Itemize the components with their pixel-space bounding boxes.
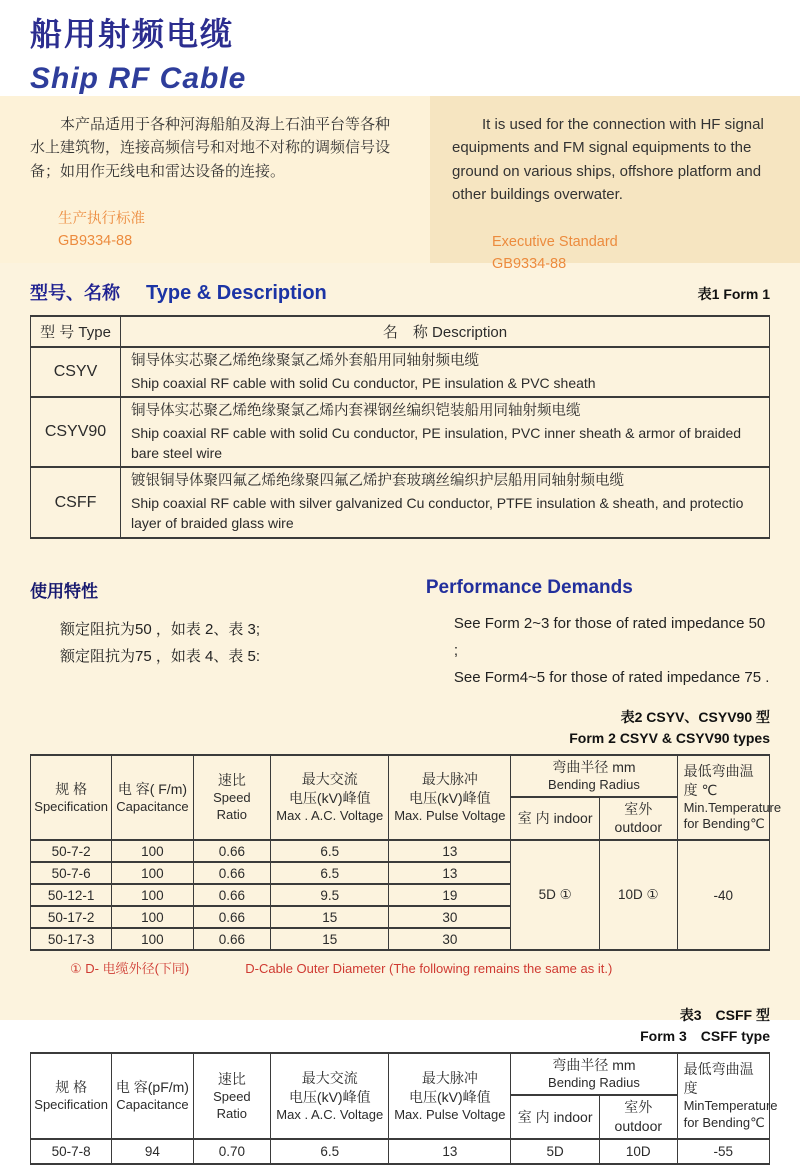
table-row <box>31 1139 770 1164</box>
spec-value: 50-17-2 <box>31 906 112 928</box>
outdoor-radius-value: 10D ① <box>599 840 677 950</box>
header-line: 室 内 indoor <box>517 1108 593 1125</box>
col-header-min-temperature <box>677 755 782 841</box>
header-line: 电压(kV)峰值 <box>409 1088 491 1105</box>
cable-description <box>121 467 770 537</box>
col-header-bending-radius <box>511 1053 677 1095</box>
page-title-english: Ship RF Cable <box>30 62 247 95</box>
header-line: 速比 <box>217 772 246 789</box>
header-line: 电 容(pF/m) <box>115 1079 189 1096</box>
max-ac-value: 9.5 <box>271 884 389 906</box>
impedance-line-en: See Form4~5 for those of rated impedance 75 . <box>453 668 770 686</box>
col-header-specification <box>31 755 112 841</box>
max-pulse-value: 13 <box>389 1139 511 1164</box>
spec-value: 50-7-2 <box>31 840 112 862</box>
page-header <box>0 0 800 96</box>
col-header-type: 型 号 Type <box>31 316 121 347</box>
header-line: 规 格 <box>55 780 88 797</box>
col-header-specification <box>31 1053 112 1139</box>
header-line: 速比 <box>217 1070 246 1087</box>
intro-band <box>0 96 800 273</box>
capacitance-value: 100 <box>112 862 193 884</box>
header-line: 电压(kV)峰值 <box>288 1088 371 1105</box>
header-line: Capacitance <box>116 1097 189 1113</box>
header-line: 最大交流 <box>301 771 358 788</box>
table-row <box>31 347 770 397</box>
table-header-row <box>31 755 770 797</box>
header-line: MinTemperature <box>683 1098 778 1114</box>
form3-caption <box>30 1005 770 1047</box>
header-line: Bending Radius <box>548 776 640 792</box>
header-line: Speed Ratio <box>213 790 251 822</box>
header-line: Max . A.C. Voltage <box>276 1106 384 1122</box>
footnote-en: D-Cable Outer Diameter (The following remains the same as it.) <box>245 961 613 977</box>
max-pulse-value: 13 <box>389 840 511 862</box>
header-line: Specification <box>34 1097 108 1113</box>
header-line: Capacitance <box>116 798 189 814</box>
col-header-max-pulse-voltage <box>389 1053 511 1139</box>
section-heading-cn: 型号、名称 <box>30 283 120 303</box>
header-line: 室外 outdoor <box>614 1099 663 1134</box>
performance-en-column <box>426 577 770 691</box>
table-row <box>31 840 770 862</box>
col-header-outdoor <box>599 1095 677 1139</box>
header-line: Max . A.C. Voltage <box>276 807 384 823</box>
form3-caption-en: Form 3 CSFF type <box>640 1028 770 1045</box>
impedance-line-cn: 额定阻抗为50 ，如表 2、表 3; <box>60 620 261 638</box>
spec-value: 50-7-8 <box>31 1139 112 1164</box>
header-line: 最大脉冲 <box>421 1069 478 1086</box>
min-temperature-value: -40 <box>677 840 769 950</box>
col-header-bending-radius <box>511 755 677 797</box>
footnote <box>70 958 770 977</box>
header-line: 规 格 <box>55 1079 88 1096</box>
col-header-max-ac-voltage <box>271 1053 389 1139</box>
col-header-indoor <box>511 1095 600 1139</box>
form3-caption-cn: 表3 CSFF 型 <box>679 1007 770 1024</box>
performance-section <box>30 577 770 691</box>
col-header-outdoor <box>599 797 677 841</box>
header-line: Bending Radius <box>548 1075 640 1091</box>
description-en: Ship coaxial RF cable with silver galvanized Cu conductor, PTFE insulation & sheath, and protectio layer of braided glass wire <box>131 495 744 532</box>
max-ac-value: 6.5 <box>271 1139 389 1164</box>
capacitance-value: 94 <box>112 1139 193 1164</box>
max-ac-value: 15 <box>271 906 389 928</box>
col-header-capacitance <box>112 755 193 841</box>
speed-ratio-value: 0.66 <box>193 928 271 950</box>
max-ac-value: 15 <box>271 928 389 950</box>
max-pulse-value: 13 <box>389 862 511 884</box>
speed-ratio-value: 0.66 <box>193 884 271 906</box>
standard-value-en: GB9334-88 <box>492 256 567 273</box>
speed-ratio-value: 0.66 <box>193 906 271 928</box>
col-header-speed-ratio <box>193 755 271 841</box>
cable-description <box>121 397 770 467</box>
standard-value-cn: GB9334-88 <box>58 233 133 250</box>
cable-description <box>121 347 770 397</box>
header-line: 弯曲半径 mm <box>552 758 636 775</box>
speed-ratio-value: 0.66 <box>193 840 271 862</box>
section-heading <box>30 279 327 305</box>
executive-standard-en <box>492 231 780 276</box>
form2-caption <box>30 707 770 749</box>
type-section-header <box>30 279 770 305</box>
intro-paragraph-cn: 本产品适用于各种河海船舶及海上石油平台等各种水上建筑物，连接高频信号和对地不对称的调频信号设备；如用作无线电和雷达设备的连接。 <box>30 116 391 180</box>
capacitance-value: 100 <box>112 928 193 950</box>
type-description-table <box>30 315 770 539</box>
min-temperature-value: -55 <box>677 1139 769 1164</box>
header-line: 电压(kV)峰值 <box>409 790 491 807</box>
header-line: 室 内 indoor <box>517 809 593 826</box>
description-cn: 铜导体实芯聚乙烯绝缘聚氯乙烯外套船用同轴射频电缆 <box>131 353 479 369</box>
performance-heading-cn: 使用特性 <box>30 581 98 601</box>
form2-table <box>30 754 782 952</box>
performance-lines-en <box>454 610 770 691</box>
section-heading-en: Type & Description <box>146 282 327 304</box>
page-title-chinese: 船用射频电缆 <box>30 16 235 52</box>
indoor-radius-value: 5D ① <box>511 840 600 950</box>
description-en: Ship coaxial RF cable with solid Cu conductor, PE insulation & PVC sheath <box>131 374 596 391</box>
table-header-row <box>31 1053 770 1095</box>
impedance-line-en: See Form 2~3 for those of rated impedance 50 ; <box>453 614 766 659</box>
form2-caption-en: Form 2 CSYV & CSYV90 types <box>569 729 770 746</box>
header-line: 弯曲半径 mm <box>552 1057 636 1074</box>
form1-caption: 表1 Form 1 <box>697 286 770 302</box>
header-line: 最大脉冲 <box>421 771 478 788</box>
header-line: 室外 outdoor <box>614 800 663 836</box>
capacitance-value: 100 <box>112 840 193 862</box>
production-standard-cn <box>58 208 404 253</box>
col-header-speed-ratio <box>193 1053 271 1139</box>
max-pulse-value: 19 <box>389 884 511 906</box>
description-cn: 镀银铜导体聚四氟乙烯绝缘聚四氟乙烯护套玻璃丝编织护层船用同轴射频电缆 <box>131 473 624 490</box>
table-row <box>31 467 770 537</box>
intro-english-panel <box>430 96 800 273</box>
capacitance-value: 100 <box>112 884 193 906</box>
footnote-cn: ① D- 电缆外径(下同) <box>70 961 190 977</box>
col-header-description: 名 称 Description <box>121 316 770 347</box>
col-header-max-ac-voltage <box>271 755 389 841</box>
spec-value: 50-7-6 <box>31 862 112 884</box>
col-header-indoor <box>511 797 600 841</box>
form3-table <box>30 1052 778 1165</box>
standard-label-cn: 生产执行标准 <box>58 210 145 227</box>
description-en: Ship coaxial RF cable with solid Cu conductor, PE insulation, PVC inner sheath & armor of braided bare steel wire <box>131 424 742 462</box>
description-cn: 铜导体实芯聚乙烯绝缘聚氯乙烯内套裸钢丝编织铠装船用同轴射频电缆 <box>131 403 581 420</box>
performance-heading-en: Performance Demands <box>425 576 633 598</box>
indoor-radius-value: 5D <box>511 1139 600 1164</box>
header-line: 最大交流 <box>301 1069 358 1086</box>
main-content <box>0 263 800 1159</box>
outdoor-radius-value: 10D <box>599 1139 677 1164</box>
header-line: 电压(kV)峰值 <box>288 790 371 807</box>
header-line: for Bending℃ <box>683 816 765 832</box>
speed-ratio-value: 0.66 <box>193 862 271 884</box>
capacitance-value: 100 <box>112 906 193 928</box>
header-line: 最低弯曲温度 <box>683 1061 754 1097</box>
impedance-line-cn: 额定阻抗为75 ，如表 4、表 5: <box>60 647 261 665</box>
spec-value: 50-12-1 <box>31 884 112 906</box>
max-ac-value: 6.5 <box>271 840 389 862</box>
performance-cn-column <box>30 577 426 691</box>
header-line: 电 容( F/m) <box>117 780 188 797</box>
spec-value: 50-17-3 <box>31 928 112 950</box>
max-pulse-value: 30 <box>389 906 511 928</box>
table-header-row <box>31 316 770 347</box>
col-header-max-pulse-voltage <box>389 755 511 841</box>
cable-type: CSFF <box>31 467 121 537</box>
header-line: Specification <box>34 798 108 814</box>
header-line: for Bending℃ <box>683 1114 765 1130</box>
header-line: Speed Ratio <box>213 1088 251 1121</box>
form2-caption-cn: 表2 CSYV、CSYV90 型 <box>620 708 770 725</box>
header-line: Max. Pulse Voltage <box>394 1106 506 1122</box>
intro-chinese-panel <box>0 96 430 263</box>
max-pulse-value: 30 <box>389 928 511 950</box>
max-ac-value: 6.5 <box>271 862 389 884</box>
col-header-min-temperature <box>677 1053 778 1139</box>
table-row <box>31 397 770 467</box>
col-header-capacitance <box>112 1053 193 1139</box>
header-line: Min.Temperature <box>683 799 782 815</box>
cable-type: CSYV <box>31 347 121 397</box>
performance-lines-cn <box>60 616 426 670</box>
standard-label-en: Executive Standard <box>492 234 618 250</box>
speed-ratio-value: 0.70 <box>193 1139 271 1164</box>
header-line: 最低弯曲温度 ℃ <box>683 762 754 798</box>
cable-type: CSYV90 <box>31 397 121 467</box>
header-line: Max. Pulse Voltage <box>394 807 506 823</box>
intro-paragraph-en: It is used for the connection with HF signal equipments and FM signal equipments to the ground on various ships, offshore platform and other buildings overwater. <box>452 116 764 203</box>
